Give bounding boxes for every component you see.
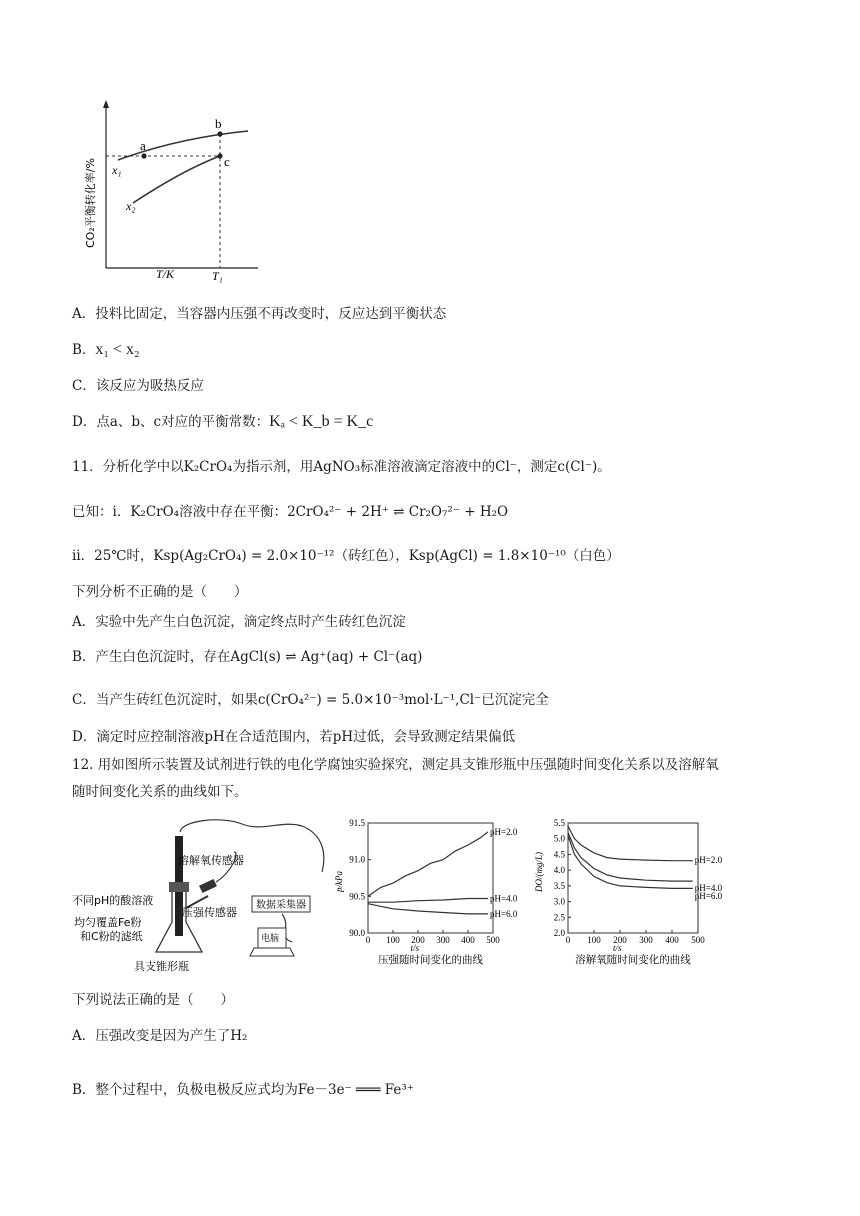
label-collector: 数据采集器 — [256, 900, 306, 911]
y-axis-label: CO₂平衡转化率/% — [84, 158, 97, 248]
plot-frame — [568, 823, 698, 933]
q12-stem-line1: 12. 用如图所示装置及试剂进行铁的电化学腐蚀实验探究，测定具支锥形瓶中压强随时间变化关系以及溶解氧 — [72, 757, 719, 773]
y-tick-label: 91.0 — [349, 854, 365, 865]
q10-option-d — [72, 410, 373, 431]
y-axis-label: DO/(mg/L) — [534, 852, 544, 892]
series-label: pH=2.0 — [694, 855, 723, 865]
series-line — [368, 899, 488, 903]
q12-stem-line2: 随时间变化关系的曲线如下。 — [72, 784, 248, 800]
y-tick-label: 2.0 — [553, 928, 565, 938]
label-computer: 电脑 — [261, 934, 280, 944]
label-acid: 不同pH的酸溶液 — [72, 894, 154, 907]
stopper — [169, 882, 189, 892]
q12-option-a: A．压强改变是因为产生了H₂ — [72, 1028, 248, 1044]
conversion-graph — [78, 98, 268, 283]
q10-option-b-prefix: B． — [72, 342, 96, 358]
series-label: pH=4.0 — [694, 883, 723, 893]
x-tick-label: 200 — [411, 935, 425, 945]
label-c: c — [224, 154, 230, 169]
q10-option-a: A．投料比固定，当容器内压强不再改变时，反应达到平衡状态 — [72, 306, 447, 322]
q10-option-b-math: x₁ < x₂ — [95, 341, 140, 358]
y-arrow — [103, 100, 109, 108]
q10-option-d-prefix: D．点a、b、c对应的平衡常数： — [72, 414, 270, 430]
q11-known-i: 已知：ⅰ．K₂CrO₄溶液中存在平衡：2CrO₄²⁻ + 2H⁺ ⇌ Cr₂O₇²⁻ + H₂O — [72, 504, 509, 520]
pressure-sensor-body — [199, 879, 217, 893]
curve-x2 — [133, 156, 220, 203]
y-tick-label: 4.5 — [553, 849, 565, 860]
q11-option-a: A．实验中先产生白色沉淀，滴定终点时产生砖红色沉淀 — [72, 614, 406, 630]
point-b — [217, 131, 222, 136]
point-c — [217, 153, 222, 158]
pressure-chart — [334, 815, 518, 975]
q11-option-c: C．当产生砖红色沉淀时，如果c(CrO₄²⁻) = 5.0×10⁻³mol·L⁻¹,Cl⁻已沉淀完全 — [72, 692, 549, 708]
x-tick-label: 300 — [436, 935, 450, 945]
x-tick-label: 500 — [486, 935, 500, 945]
x-tick-label: 300 — [639, 935, 653, 945]
q11-option-d: D．滴定时应控制溶液pH在合适范围内，若pH过低，会导致测定结果偏低 — [72, 729, 516, 745]
label-a: a — [140, 138, 146, 153]
computer-base — [250, 948, 294, 956]
x-tick-label: 400 — [665, 935, 679, 945]
x-tick-label: 100 — [386, 935, 400, 945]
y-tick-label: 3.5 — [553, 880, 565, 891]
point-a — [141, 153, 146, 158]
label-do-sensor: 溶解氧传感器 — [178, 854, 244, 867]
x-tick-label: 500 — [691, 935, 705, 945]
series-label: pH=2.0 — [490, 826, 518, 837]
label-flask: 具支锥形瓶 — [134, 960, 189, 973]
apparatus-diagram — [72, 812, 342, 974]
x-tick-label: 0 — [565, 935, 571, 945]
series-label: pH=6.0 — [490, 908, 518, 919]
q11-stem: 11．分析化学中以K₂CrO₄为指示剂，用AgNO₃标准溶液滴定溶液中的Cl⁻，测定c(Cl⁻)。 — [72, 459, 611, 475]
q10-option-b — [72, 338, 140, 359]
t1-label: T₁ — [212, 269, 223, 283]
q12-option-b: B．整个过程中，负极电极反应式均为Fe－3e⁻ ═══ Fe³⁺ — [72, 1082, 414, 1098]
y-tick-label: 3.0 — [553, 896, 565, 907]
x-tick-label: 100 — [587, 935, 601, 945]
series-label: pH=6.0 — [694, 891, 723, 901]
y-axis-label: p/kPa — [334, 871, 344, 892]
y-tick-label: 5.0 — [553, 833, 565, 844]
plot-frame — [368, 823, 493, 933]
x-axis-label: T/K — [156, 267, 175, 281]
do-chart — [536, 815, 736, 975]
y-tick-label: 2.5 — [553, 912, 565, 923]
y-tick-label: 90.0 — [349, 928, 365, 938]
series-line — [368, 904, 488, 914]
x-tick-label: 200 — [613, 935, 627, 945]
q11-known-ii: ⅱ．25℃时，Ksp(Ag₂CrO₄) = 2.0×10⁻¹²（砖红色），Ksp(AgCl) = 1.8×10⁻¹⁰（白色） — [72, 548, 620, 564]
series-line — [368, 832, 488, 897]
q10-option-c: C．该反应为吸热反应 — [72, 378, 204, 394]
label-filter-1: 均匀覆盖Fe粉 — [74, 916, 142, 929]
series-line — [568, 826, 693, 861]
label-x1: x₁ — [112, 163, 122, 177]
x-tick-label: 400 — [461, 935, 475, 945]
y-tick-label: 90.5 — [349, 891, 365, 902]
q12-question: 下列说法正确的是（ ） — [72, 992, 234, 1008]
x-axis-label: t/s — [613, 943, 622, 953]
q11-option-b: B．产生白色沉淀时，存在AgCl(s) ⇌ Ag⁺(aq) + Cl⁻(aq) — [72, 649, 423, 665]
series-line — [568, 832, 693, 881]
x-axis-label: t/s — [410, 943, 420, 953]
x-tick-label: 0 — [365, 935, 371, 945]
y-tick-label: 5.5 — [553, 818, 565, 828]
q10-option-d-math: Kₐ < K_b = K_c — [269, 413, 374, 430]
label-filter-2: 和C粉的滤纸 — [80, 930, 143, 943]
y-tick-label: 91.5 — [349, 818, 365, 828]
series-label: pH=4.0 — [490, 893, 518, 904]
q11-question: 下列分析不正确的是（ ） — [72, 584, 248, 600]
label-pressure-sensor: 压强传感器 — [182, 906, 237, 919]
chart-title: 压强随时间变化的曲线 — [378, 954, 483, 966]
y-tick-label: 4.0 — [553, 865, 565, 876]
label-x2: x₂ — [126, 199, 136, 213]
label-b: b — [215, 116, 222, 131]
chart-title: 溶解氧随时间变化的曲线 — [575, 954, 691, 966]
